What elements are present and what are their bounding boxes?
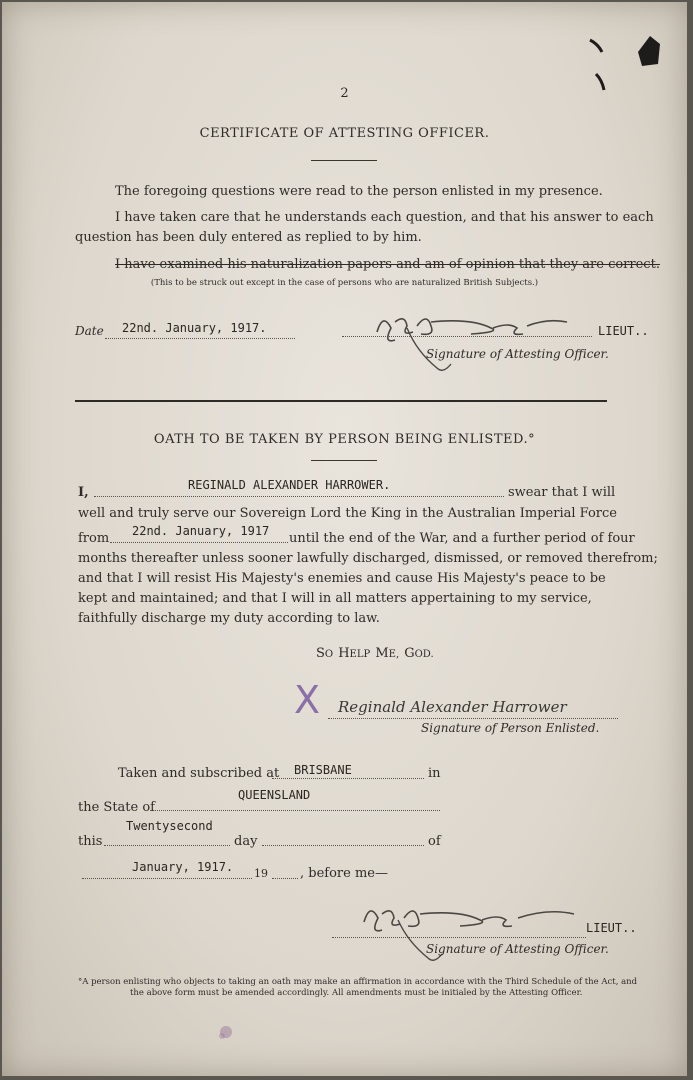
officer-signature-caption-1: Signature of Attesting Officer.	[426, 347, 609, 361]
officer-sig-dotline-2	[332, 937, 586, 938]
strike-note: (This to be struck out except in the case of persons who are naturalized British Subjects.)	[150, 278, 539, 288]
attesting-officer-signature-1	[367, 302, 577, 382]
of-label: of	[428, 834, 441, 849]
certificate-line-2a: I have taken care that he understands each question, and that his answer to each	[115, 210, 654, 225]
before-me-label: , before me—	[300, 866, 388, 881]
oath-from-date: 22nd. January, 1917	[132, 524, 270, 538]
date-label: Date	[75, 324, 104, 338]
ink-stain	[212, 1020, 242, 1046]
oath-title-underline	[311, 460, 377, 461]
month-dotline	[82, 878, 252, 879]
oath-line-5: and that I will resist His Majesty's enemies and cause His Majesty's peace to be	[78, 571, 606, 586]
officer-rank-2: LIEUT..	[586, 921, 637, 935]
certificate-line-2b: question has been duly entered as replied to by him.	[75, 230, 422, 245]
oath-line-2: well and truly serve our Sovereign Lord the King in the Australian Imperial Force	[78, 506, 617, 521]
place-dotline	[272, 778, 424, 779]
oath-title: OATH TO BE TAKEN BY PERSON BEING ENLISTED.°	[153, 432, 536, 447]
state-label: the State of	[78, 800, 155, 815]
this-label: this	[78, 834, 103, 849]
name-dotline	[94, 496, 504, 497]
torn-corner-mark	[582, 30, 662, 100]
oath-line-6: kept and maintained; and that I will in all matters appertaining to my service,	[78, 591, 592, 606]
enlistee-sig-dotline	[328, 718, 618, 719]
footnote-line-1: °A person enlisting who objects to taking an oath may make an affirmation in accordance with the Third Schedule of the Act, and	[78, 977, 638, 987]
oath-line-4: months thereafter unless sooner lawfully discharged, dismissed, or removed therefrom;	[78, 551, 658, 566]
state-value: QUEENSLAND	[238, 788, 311, 802]
enlistee-name: REGINALD ALEXANDER HARROWER.	[188, 478, 391, 492]
date-dotline	[105, 338, 295, 339]
enlistee-mark: X	[294, 678, 321, 722]
oath-swear: swear that I will	[508, 485, 616, 500]
nineteen-label: 19	[254, 867, 268, 880]
enlistee-signature: Reginald Alexander Harrower	[338, 698, 567, 716]
day-label: day	[234, 834, 258, 849]
title-underline	[311, 160, 377, 161]
document-page	[2, 2, 687, 1076]
taken-subscribed-label: Taken and subscribed at	[118, 766, 280, 781]
certificate-line-1: The foregoing questions were read to the person enlisted in my presence.	[115, 184, 603, 199]
struck-naturalization-line: I have examined his naturalization papers and am of opinion that they are correct.	[115, 257, 660, 272]
year-dotline	[272, 878, 298, 879]
month-year-value: January, 1917.	[132, 860, 234, 874]
oath-i-prefix: I,	[78, 485, 89, 500]
state-dotline	[150, 810, 440, 811]
day-dotline	[104, 845, 230, 846]
in-label: in	[428, 766, 441, 781]
of-dotline	[262, 845, 424, 846]
place-value: BRISBANE	[294, 763, 352, 777]
enlistee-signature-caption: Signature of Person Enlisted.	[421, 721, 600, 735]
oath-line-7: faithfully discharge my duty according to law.	[78, 611, 380, 626]
officer-rank-1: LIEUT..	[598, 324, 649, 338]
day-value: Twentysecond	[126, 819, 213, 833]
certificate-title: CERTIFICATE OF ATTESTING OFFICER.	[199, 126, 490, 141]
date-value: 22nd. January, 1917.	[122, 321, 267, 335]
oath-line-3: until the end of the War, and a further period of four	[289, 531, 635, 546]
section-divider	[75, 400, 607, 402]
oath-from-label: from	[78, 531, 110, 546]
so-help-me-god: SO HELP ME, GOD.	[316, 646, 434, 661]
officer-signature-caption-2: Signature of Attesting Officer.	[426, 942, 609, 956]
page-number: 2	[340, 86, 349, 101]
footnote-line-2: the above form must be amended accordingly. All amendments must be initialed by the Attesting Officer.	[130, 988, 583, 998]
from-dotline	[110, 542, 288, 543]
